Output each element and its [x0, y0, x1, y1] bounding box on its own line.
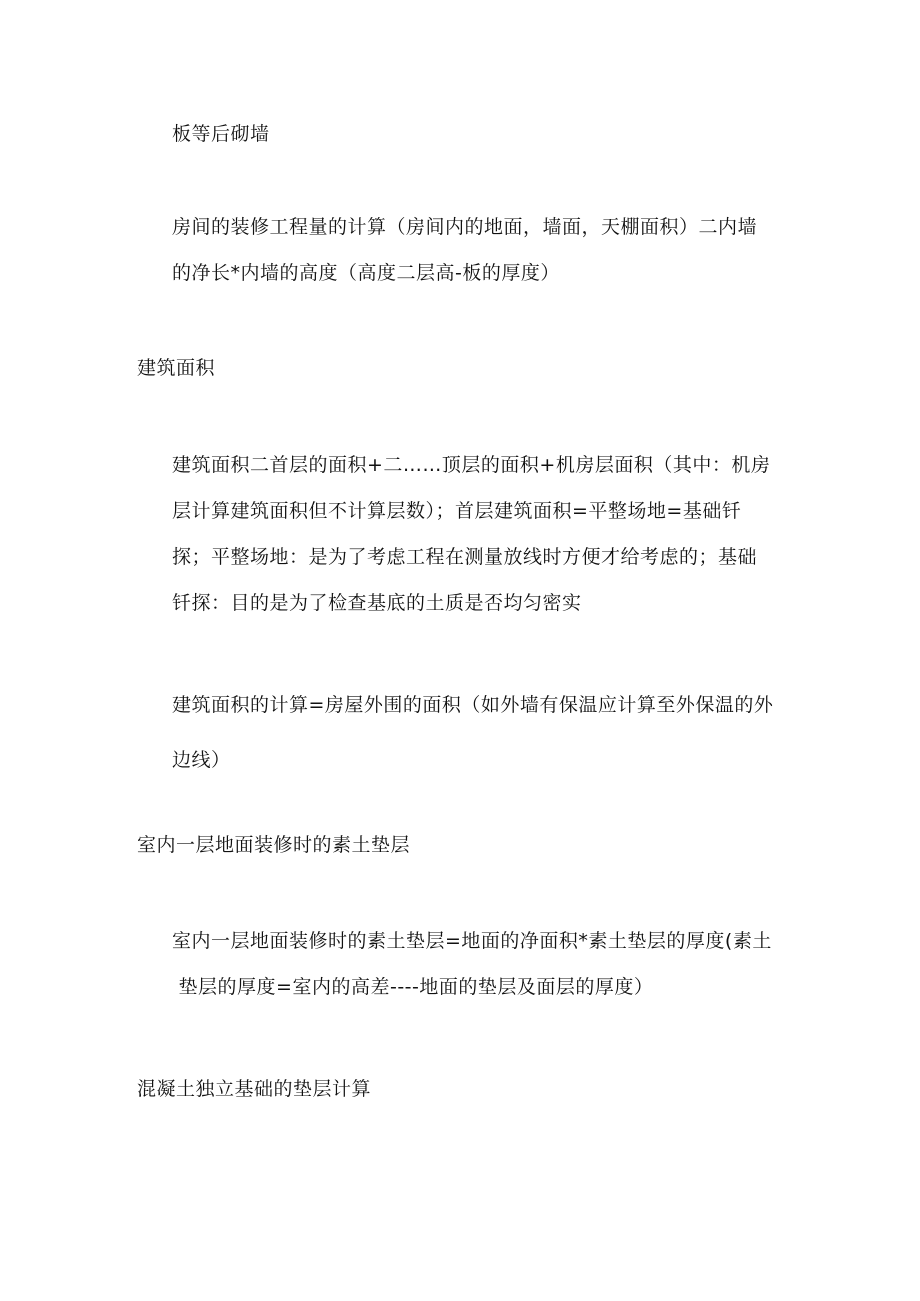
paragraph-room-decoration — [172, 204, 757, 296]
paragraph-building-area-calculation — [172, 673, 773, 783]
text-line: 板等后砌墙 — [172, 123, 270, 145]
paragraph-wall-note — [172, 111, 270, 157]
text-line: 建筑面积二首层的面积+二……顶层的面积+机房层面积（其中：机房 — [172, 454, 771, 476]
text-line: 钎探：目的是为了检查基底的土质是否均匀密实 — [172, 592, 582, 614]
text-line: 室内一层地面装修时的素土垫层=地面的净面积*素土垫层的厚度(素土 — [172, 930, 772, 952]
section-heading-building-area: 建筑面积 — [137, 357, 216, 379]
text-line: 的净长*内墙的高度（高度二层高-板的厚度） — [172, 262, 560, 284]
text-line: 层计算建筑面积但不计算层数）；首层建筑面积=平整场地=基础钎 — [172, 500, 742, 522]
text-line: 边线） — [172, 749, 231, 771]
text-line: 探；平整场地：是为了考虑工程在测量放线时方便才给考虑的；基础 — [172, 546, 758, 568]
paragraph-soil-cushion-calculation — [172, 918, 772, 1010]
section-heading-soil-cushion: 室内一层地面装修时的素土垫层 — [137, 834, 411, 856]
text-line: 垫层的厚度=室内的高差----地面的垫层及面层的厚度） — [172, 976, 654, 998]
section-heading-concrete-footing-cushion: 混凝土独立基础的垫层计算 — [137, 1078, 372, 1100]
text-line: 房间的装修工程量的计算（房间内的地面，墙面，天棚面积）二内墙 — [172, 216, 758, 238]
paragraph-building-area-definition — [172, 442, 770, 626]
text-line: 建筑面积的计算=房屋外围的面积（如外墙有保温应计算至外保温的外 — [172, 694, 774, 716]
